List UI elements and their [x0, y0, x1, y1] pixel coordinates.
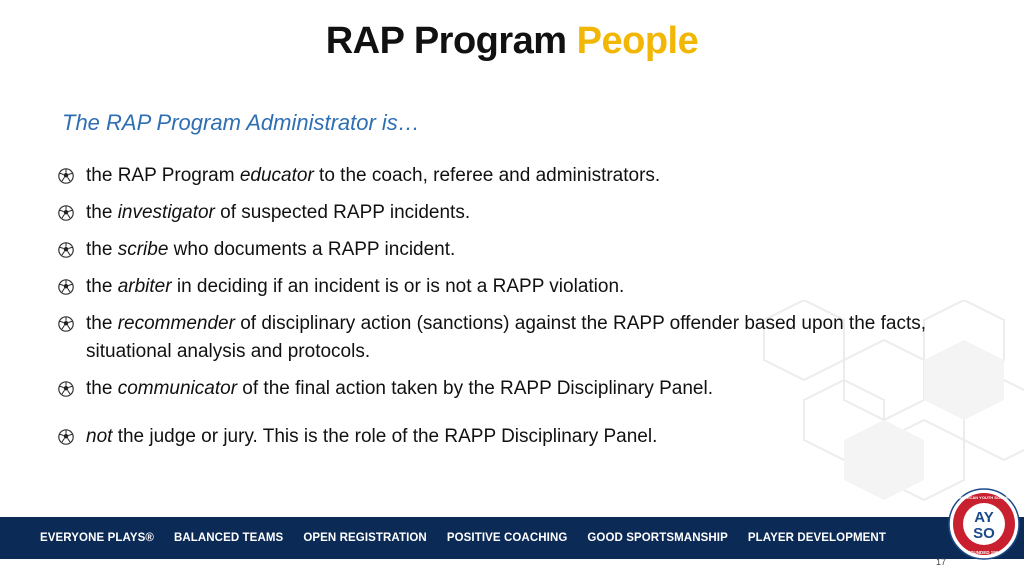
- footer-bar: [0, 517, 1024, 559]
- soccer-ball-icon: [58, 429, 74, 445]
- bullet-item: the investigator of suspected RAPP incidents.: [58, 199, 978, 227]
- ayso-logo: [948, 488, 1020, 560]
- bullet-item: the arbiter in deciding if an incident is or is not a RAPP violation.: [58, 273, 978, 301]
- slide-subtitle: The RAP Program Administrator is…: [62, 110, 420, 135]
- svg-text:SO: SO: [973, 525, 995, 542]
- title-main: RAP Program: [325, 20, 567, 62]
- footer-item: OPEN REGISTRATION: [303, 532, 427, 544]
- svg-text:FOUNDED 1964: FOUNDED 1964: [967, 550, 1001, 555]
- soccer-ball-icon: [58, 242, 74, 258]
- footer-item: EVERYONE PLAYS®: [40, 532, 154, 544]
- footer-item: PLAYER DEVELOPMENT: [747, 532, 886, 544]
- soccer-ball-icon: [58, 316, 74, 332]
- footer-item: POSITIVE COACHING: [446, 532, 568, 544]
- soccer-ball-icon: [58, 168, 74, 184]
- soccer-ball-icon: [58, 381, 74, 397]
- footer-items: [40, 517, 906, 559]
- bullet-item: the communicator of the final action taken by the RAPP Disciplinary Panel.: [58, 375, 978, 403]
- svg-text:AY: AY: [974, 509, 994, 526]
- bullet-list: [58, 162, 978, 460]
- footer-item: GOOD SPORTSMANSHIP: [587, 532, 728, 544]
- soccer-ball-icon: [58, 279, 74, 295]
- title-accent: People: [576, 20, 699, 62]
- bullet-item: the RAP Program educator to the coach, referee and administrators.: [58, 162, 978, 190]
- soccer-ball-icon: [58, 205, 74, 221]
- svg-text:AMERICAN YOUTH SOCCER: AMERICAN YOUTH SOCCER: [956, 495, 1012, 500]
- bullet-item: the scribe who documents a RAPP incident.: [58, 236, 978, 264]
- bullet-item: not the judge or jury. This is the role of the RAPP Disciplinary Panel.: [58, 423, 978, 451]
- slide-title: [0, 20, 1024, 63]
- bullet-item: the recommender of disciplinary action (sanctions) against the RAPP offender based upon the facts, situational analysis and protocols.: [58, 310, 978, 366]
- footer-item: BALANCED TEAMS: [173, 532, 284, 544]
- page-number: 17: [936, 557, 947, 567]
